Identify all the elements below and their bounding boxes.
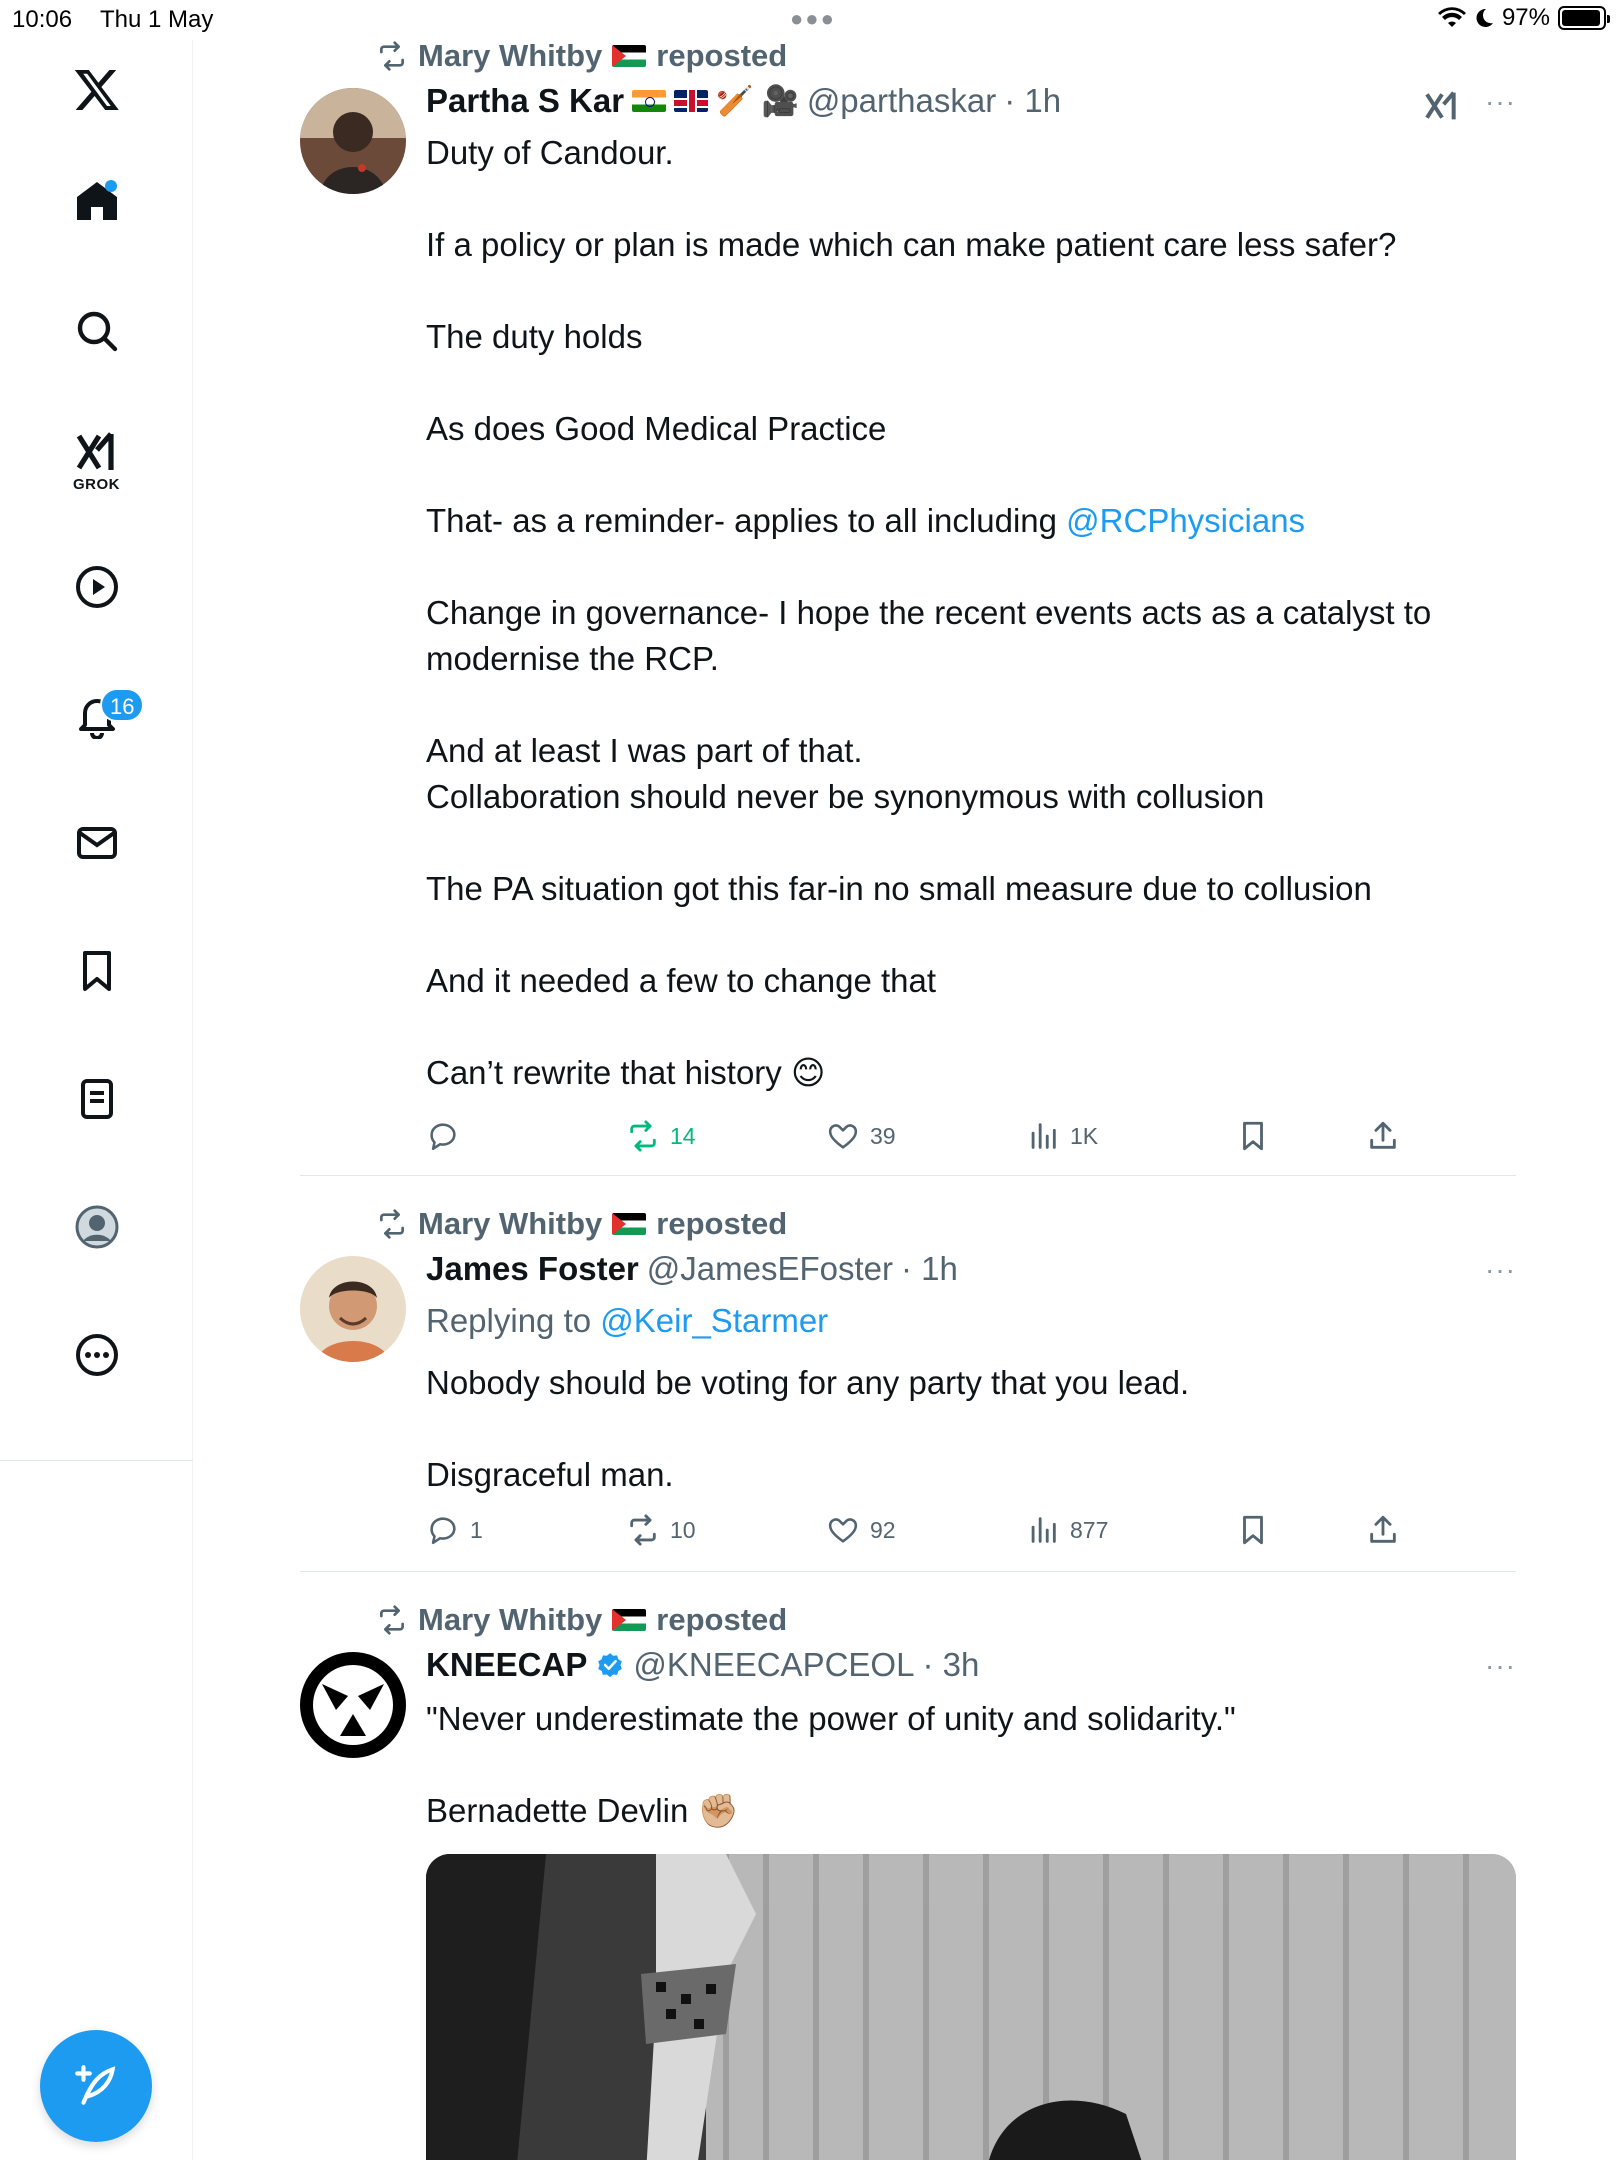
- like-button[interactable]: [826, 1119, 896, 1153]
- uk-flag-icon: [674, 90, 708, 112]
- verified-badge-icon: [595, 1650, 625, 1680]
- post-time[interactable]: · 3h: [922, 1646, 980, 1683]
- repost-button[interactable]: [626, 1513, 696, 1547]
- nav-video[interactable]: [0, 542, 193, 632]
- reposter-name[interactable]: Mary Whitby: [418, 1206, 603, 1241]
- text-line: If a policy or plan is made which can make patient care less safer?: [426, 226, 1397, 263]
- replying-label: Replying to: [426, 1302, 601, 1339]
- post-actions: [426, 1510, 1406, 1550]
- text-line: Can’t rewrite that history 😊: [426, 1054, 826, 1091]
- repost-icon: [376, 40, 408, 72]
- status-indicators: [1438, 4, 1606, 32]
- text-line: Nobody should be voting for any party that you lead.: [426, 1364, 1190, 1401]
- nav-notifications[interactable]: [0, 670, 193, 760]
- repost-indicator: [376, 1206, 787, 1242]
- author-name[interactable]: James Foster: [426, 1250, 639, 1287]
- post-text: [426, 1696, 1516, 1834]
- post-text: [426, 1360, 1516, 1498]
- repost-indicator: [376, 38, 787, 74]
- text-line: Duty of Candour.: [426, 134, 674, 171]
- status-date: Thu 1 May: [100, 6, 214, 33]
- post-image[interactable]: [426, 1854, 1516, 2160]
- reply-count: 1: [470, 1516, 483, 1543]
- share-button[interactable]: [1366, 1513, 1400, 1547]
- unread-dot: [105, 180, 117, 192]
- post-actions: [426, 1116, 1406, 1156]
- text-line: And it needed a few to change that: [426, 962, 937, 999]
- x-logo-icon: [73, 65, 121, 113]
- repost-icon: [626, 1119, 660, 1153]
- text-segment: That- as a reminder- applies to all including: [426, 502, 1067, 539]
- post-divider: [300, 1175, 1516, 1176]
- repost-icon: [626, 1513, 660, 1547]
- text-line: The duty holds: [426, 318, 643, 355]
- avatar[interactable]: [300, 1256, 406, 1362]
- reposted-label: reposted: [656, 38, 788, 73]
- reposted-label: reposted: [656, 1206, 788, 1241]
- text-line: The PA situation got this far-in no small measure due to collusion: [426, 870, 1372, 907]
- palestine-flag-icon: [612, 1213, 646, 1235]
- battery-icon: [1558, 6, 1606, 30]
- compose-feather-icon: [71, 2061, 121, 2111]
- reposted-label: reposted: [656, 1602, 788, 1637]
- mention-link[interactable]: @Keir_Starmer: [600, 1302, 829, 1339]
- reply-icon: [426, 1119, 460, 1153]
- repost-count: 10: [670, 1516, 696, 1543]
- more-circle-icon: [73, 1331, 121, 1379]
- notifications-badge: 16: [100, 688, 144, 722]
- heart-icon: [826, 1513, 860, 1547]
- repost-count: 14: [670, 1122, 696, 1149]
- nav-more[interactable]: [0, 1310, 193, 1400]
- text-line: [426, 498, 1516, 544]
- compose-button[interactable]: [40, 2030, 152, 2142]
- more-options-icon[interactable]: ···: [1485, 1254, 1516, 1285]
- reposter-name[interactable]: Mary Whitby: [418, 1602, 603, 1637]
- more-options-icon[interactable]: ···: [1485, 1650, 1516, 1681]
- multitasking-dots[interactable]: ●●●: [790, 6, 836, 31]
- sidebar-divider: [0, 1460, 193, 1461]
- like-button[interactable]: [826, 1513, 896, 1547]
- views-button[interactable]: [1026, 1119, 1098, 1153]
- author-handle[interactable]: @KNEECAPCEOL: [633, 1646, 915, 1683]
- text-line: Change in governance- I hope the recent events acts as a catalyst to: [426, 594, 1432, 631]
- views-chart-icon: [1026, 1513, 1060, 1547]
- reply-icon: [426, 1513, 460, 1547]
- list-icon: [73, 1075, 121, 1123]
- share-icon: [1366, 1513, 1400, 1547]
- repost-indicator: [376, 1602, 787, 1638]
- palestine-flag-icon: [612, 45, 646, 67]
- cricket-icon: 🏏: [716, 84, 754, 118]
- nav-lists[interactable]: [0, 1054, 193, 1144]
- share-button[interactable]: [1366, 1119, 1400, 1153]
- bookmark-icon: [73, 947, 121, 995]
- text-line: Disgraceful man.: [426, 1456, 674, 1493]
- post-text: [426, 130, 1516, 1096]
- moon-icon: [1474, 7, 1494, 29]
- play-circle-icon: [73, 563, 121, 611]
- sidebar: [0, 40, 193, 2160]
- author-handle[interactable]: @parthaskar: [806, 82, 997, 119]
- views-button[interactable]: [1026, 1513, 1108, 1547]
- battery-percent: 97%: [1501, 4, 1550, 31]
- post-header: [426, 1646, 979, 1684]
- replying-to: [426, 1302, 828, 1340]
- text-line: And at least I was part of that.: [426, 732, 863, 769]
- grok-icon: [73, 428, 121, 476]
- author-handle[interactable]: @JamesEFoster: [646, 1250, 894, 1287]
- heart-icon: [826, 1119, 860, 1153]
- nav-bookmarks[interactable]: [0, 926, 193, 1016]
- india-flag-icon: [632, 90, 666, 112]
- search-icon: [73, 307, 121, 355]
- share-icon: [1366, 1119, 1400, 1153]
- post-divider: [300, 1571, 1516, 1572]
- status-time: 10:06: [12, 6, 73, 33]
- avatar[interactable]: [300, 88, 406, 194]
- movie-camera-icon: 🎥: [761, 84, 799, 118]
- repost-icon: [376, 1604, 408, 1636]
- views-chart-icon: [1026, 1119, 1060, 1153]
- like-count: 39: [870, 1122, 896, 1149]
- status-bar: [0, 0, 1620, 40]
- wifi-icon: [1438, 7, 1466, 29]
- nav-home[interactable]: [0, 156, 193, 246]
- bookmark-button[interactable]: [1236, 1513, 1270, 1547]
- like-count: 92: [870, 1516, 896, 1543]
- envelope-icon: [73, 819, 121, 867]
- author-name[interactable]: KNEECAP: [426, 1646, 588, 1683]
- post-time[interactable]: · 1h: [1004, 82, 1062, 119]
- bookmark-button[interactable]: [1236, 1119, 1270, 1153]
- more-options-icon[interactable]: ···: [1485, 86, 1516, 117]
- text-line: As does Good Medical Practice: [426, 410, 887, 447]
- author-name[interactable]: Partha S Kar: [426, 82, 625, 119]
- view-count: 877: [1070, 1516, 1109, 1543]
- bookmark-icon: [1236, 1513, 1270, 1547]
- palestine-flag-icon: [612, 1609, 646, 1631]
- repost-icon: [376, 1208, 408, 1240]
- text-line: "Never underestimate the power of unity and solidarity.": [426, 1700, 1236, 1737]
- text-line: Bernadette Devlin ✊🏼: [426, 1792, 739, 1829]
- post-header: [426, 82, 1061, 120]
- view-count: 1K: [1070, 1122, 1099, 1149]
- x-logo[interactable]: [0, 44, 193, 134]
- nav-search[interactable]: [0, 286, 193, 376]
- nav-messages[interactable]: [0, 798, 193, 888]
- reply-button[interactable]: [426, 1119, 470, 1153]
- grok-label: GROK: [73, 476, 120, 493]
- mention-link[interactable]: @RCPhysicians: [1066, 502, 1306, 539]
- avatar[interactable]: [300, 1652, 406, 1758]
- profile-avatar-icon: [73, 1203, 121, 1251]
- repost-button[interactable]: [626, 1119, 696, 1153]
- post-header: [426, 1250, 958, 1288]
- bookmark-icon: [1236, 1119, 1270, 1153]
- reply-button[interactable]: [426, 1513, 483, 1547]
- reposter-name[interactable]: Mary Whitby: [418, 38, 603, 73]
- text-line: modernise the RCP.: [426, 640, 719, 677]
- text-line: Collaboration should never be synonymous with collusion: [426, 778, 1265, 815]
- post-time[interactable]: · 1h: [901, 1250, 958, 1287]
- grok-icon[interactable]: [1422, 86, 1462, 126]
- nav-profile[interactable]: [0, 1182, 193, 1272]
